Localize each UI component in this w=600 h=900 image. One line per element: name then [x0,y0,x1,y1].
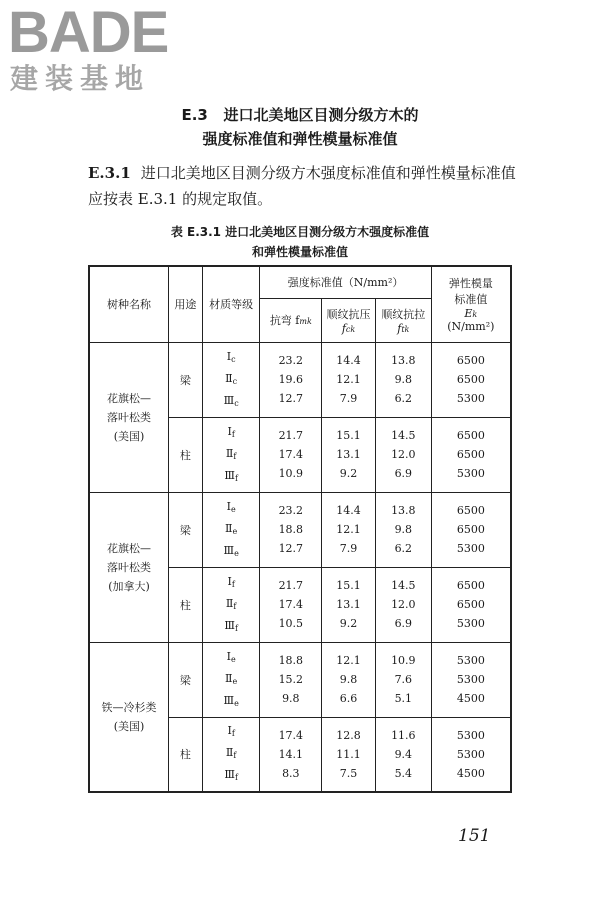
clause-e-3-1 [88,160,528,212]
grade-value [203,743,260,765]
grade-numeral: Ⅱ [225,446,234,460]
header-strength-group: 强度标准值（N/mm²） [260,266,431,298]
modulus-cell [431,417,511,492]
tension-cell [375,567,431,642]
bending-value: 8.3 [282,766,300,780]
table-row [89,642,511,717]
tension-value: 9.8 [394,373,413,386]
bending-value: 17.4 [278,728,304,742]
logo-subtitle: 建装基地 [10,62,151,95]
bending-value: 14.1 [278,747,304,761]
compression-value: 12.1 [336,654,361,667]
bending-value: 12.7 [278,392,304,405]
compression-value: 9.2 [339,467,358,480]
header-modulus [431,266,511,342]
header-bending [260,298,322,342]
bending-value: 10.5 [278,617,304,630]
grade-subscript: f [234,773,238,783]
species-line: 落叶松类 [107,410,151,424]
modulus-cell [431,717,511,792]
grade-numeral: Ⅲ [224,768,235,782]
compression-value: 14.4 [336,354,361,367]
species-line: 花旗松— [107,541,151,555]
grade-numeral: Ⅲ [224,618,235,632]
grade-numeral: Ⅱ [225,671,233,685]
species-cell [89,642,169,792]
modulus-cell [431,342,511,417]
tension-value: 9.4 [394,747,413,761]
grade-cell [202,342,260,417]
modulus-value: 6500 [456,448,485,461]
bending-value: 15.2 [278,673,304,686]
bending-value: 18.8 [278,523,304,536]
logo-brand: BADE [8,0,169,65]
header-tension [375,298,431,342]
compression-value: 11.1 [336,747,361,761]
bending-cell [260,642,322,717]
grade-subscript: e [230,654,236,664]
species-line: 落叶松类 [107,560,151,574]
modulus-cell [431,642,511,717]
header-modulus-l2: 标准值 [454,293,488,307]
grade-subscript: c [232,376,238,386]
grade-value [203,616,260,638]
grade-subscript: f [233,601,237,611]
grade-cell [202,717,260,792]
grade-numeral: Ⅰ [226,499,231,513]
modulus-value: 4500 [456,766,485,780]
bending-value: 23.2 [278,354,304,367]
clause-text: 进口北美地区目测分级方木强度标准值和弹性模量标准值应按表 E.3.1 的规定取值。 [88,164,516,208]
bending-value: 10.9 [278,467,304,480]
grade-value [203,669,260,691]
grade-numeral: Ⅰ [227,724,232,738]
compression-value: 13.1 [336,598,361,611]
bending-cell [260,567,322,642]
compression-cell [322,717,376,792]
grade-cell [202,417,260,492]
bending-value: 18.8 [278,654,304,667]
grade-cell [202,642,260,717]
section-title-text: 进口北美地区目测分级方木的 [223,106,419,124]
grade-subscript: f [233,451,237,461]
header-bending-sub: mk [299,317,312,326]
grade-subscript: f [234,623,238,633]
grade-value [203,497,260,519]
header-tension-label: 顺纹抗拉 [381,307,426,321]
use-cell: 柱 [169,717,203,792]
compression-value: 15.1 [336,579,361,592]
modulus-value: 5300 [456,654,485,667]
compression-value: 12.1 [336,523,361,536]
grade-subscript: e [234,548,239,558]
use-cell: 柱 [169,417,203,492]
modulus-value: 5300 [456,467,485,480]
tension-value: 13.8 [391,504,416,517]
table-row [89,492,511,567]
grade-subscript: c [231,354,236,364]
grade-subscript: c [234,398,239,408]
compression-cell [322,492,376,567]
grade-subscript: f [234,473,238,483]
header-compression-symbol: f [341,321,346,335]
species-line: (美国) [113,429,145,443]
grade-value [203,466,260,488]
grade-subscript: e [234,698,239,708]
table-caption-line1: 表 E.3.1 进口北美地区目测分级方木强度标准值 [170,225,430,239]
modulus-value: 5300 [456,728,485,742]
grade-value [203,519,260,541]
modulus-value: 4500 [456,692,485,705]
grade-value [203,541,260,563]
use-cell: 柱 [169,567,203,642]
grade-value [203,444,260,466]
grade-numeral: Ⅲ [223,393,235,407]
table-body [89,342,511,792]
grade-value [203,647,260,669]
clause-number: E.3.1 [88,164,131,182]
tension-value: 14.5 [391,579,416,592]
use-cell: 梁 [169,642,203,717]
grade-subscript: e [232,526,238,536]
tension-value: 5.4 [394,766,413,780]
bending-value: 17.4 [278,598,304,611]
header-compression [322,298,376,342]
modulus-value: 6500 [456,354,485,367]
bending-value: 17.4 [278,448,304,461]
header-bending-label: 抗弯 f [269,314,300,327]
species-cell [89,342,169,492]
compression-value: 12.8 [336,728,361,742]
compression-cell [322,567,376,642]
header-use: 用途 [169,266,203,342]
species-line: 铁—冷杉类 [101,700,157,714]
header-tension-symbol: f [397,321,402,335]
modulus-cell [431,492,511,567]
bending-cell [260,417,322,492]
section-number: E.3 [181,106,208,124]
grade-numeral: Ⅱ [225,596,234,610]
tension-value: 7.6 [394,673,413,686]
compression-cell [322,342,376,417]
tension-cell [375,717,431,792]
species-line: (美国) [113,719,145,733]
header-modulus-sub: k [472,310,478,320]
grade-subscript: f [233,751,237,761]
table-row [89,342,511,417]
grade-numeral: Ⅰ [226,349,232,363]
header-compression-label: 顺纹抗压 [326,307,371,321]
grade-value [203,369,260,391]
tension-value: 5.1 [394,692,413,705]
grade-subscript: f [231,579,235,589]
tension-value: 6.9 [394,617,413,630]
grade-cell [202,567,260,642]
bending-value: 12.7 [278,542,304,555]
grade-subscript: e [232,676,238,686]
tension-value: 9.8 [394,523,413,536]
tension-value: 12.0 [391,448,416,461]
grade-numeral: Ⅲ [223,543,235,557]
bending-value: 23.2 [278,504,304,517]
compression-value: 14.4 [336,504,361,517]
use-cell: 梁 [169,342,203,417]
grade-subscript: e [230,504,236,514]
tension-cell [375,642,431,717]
grade-numeral: Ⅲ [224,468,235,482]
strength-table [88,265,512,793]
grade-numeral: Ⅱ [225,371,233,385]
grade-value [203,391,260,413]
tension-value: 6.2 [394,542,413,555]
modulus-value: 5300 [456,392,485,405]
table-caption-line2: 和弹性模量标准值 [251,245,348,259]
grade-subscript: f [231,729,235,739]
modulus-value: 6500 [456,579,485,592]
header-compression-sub: ck [345,324,356,334]
tension-cell [375,417,431,492]
grade-value [203,572,260,594]
species-cell [89,492,169,642]
bending-value: 19.6 [278,373,304,386]
compression-value: 6.6 [339,692,358,705]
tension-value: 14.5 [391,429,416,442]
grade-cell [202,492,260,567]
bending-cell [260,717,322,792]
bending-cell [260,342,322,417]
compression-value: 9.2 [339,617,358,630]
tension-value: 11.6 [391,728,416,742]
compression-cell [322,417,376,492]
modulus-value: 6500 [456,373,485,386]
grade-value [203,347,260,369]
grade-subscript: f [231,429,235,439]
bending-value: 21.7 [278,579,304,592]
compression-value: 7.9 [339,392,358,405]
modulus-value: 5300 [456,673,485,686]
header-species: 树种名称 [89,266,169,342]
grade-numeral: Ⅰ [226,649,231,663]
grade-numeral: Ⅱ [225,521,233,535]
species-line: (加拿大) [108,579,150,593]
use-cell: 梁 [169,492,203,567]
compression-value: 7.9 [339,542,358,555]
species-line: 花旗松— [107,391,151,405]
header-modulus-symbol: E [464,307,473,321]
grade-numeral: Ⅰ [227,424,232,438]
section-title-line1 [0,104,600,125]
compression-value: 15.1 [336,429,361,442]
tension-cell [375,342,431,417]
compression-value: 9.8 [339,673,358,686]
compression-value: 12.1 [336,373,361,386]
tension-value: 12.0 [391,598,416,611]
header-grade: 材质等级 [202,266,260,342]
grade-numeral: Ⅰ [227,574,232,588]
compression-value: 7.5 [339,766,358,780]
header-modulus-l1: 弹性模量 [448,277,493,291]
tension-value: 10.9 [391,654,416,667]
grade-value [203,765,260,787]
section-title-line2: 强度标准值和弹性模量标准值 [202,130,398,148]
grade-value [203,721,260,743]
modulus-cell [431,567,511,642]
logo [8,0,169,95]
compression-cell [322,642,376,717]
grade-value [203,691,260,713]
modulus-value: 5300 [456,747,485,761]
grade-value [203,594,260,616]
header-tension-sub: tk [401,324,410,334]
bending-value: 21.7 [278,429,304,442]
modulus-value: 6500 [456,504,485,517]
tension-value: 13.8 [391,354,416,367]
modulus-value: 6500 [456,598,485,611]
tension-value: 6.2 [394,392,413,405]
compression-value: 13.1 [336,448,361,461]
modulus-value: 6500 [456,523,485,536]
modulus-value: 5300 [456,542,485,555]
page-number: 151 [458,826,491,846]
bending-cell [260,492,322,567]
grade-value [203,422,260,444]
bending-value: 9.8 [282,692,300,705]
modulus-value: 5300 [456,617,485,630]
header-modulus-unit: (N/mm²) [447,320,495,334]
grade-numeral: Ⅱ [225,746,234,760]
tension-cell [375,492,431,567]
modulus-value: 6500 [456,429,485,442]
tension-value: 6.9 [394,467,413,480]
grade-numeral: Ⅲ [223,693,235,707]
